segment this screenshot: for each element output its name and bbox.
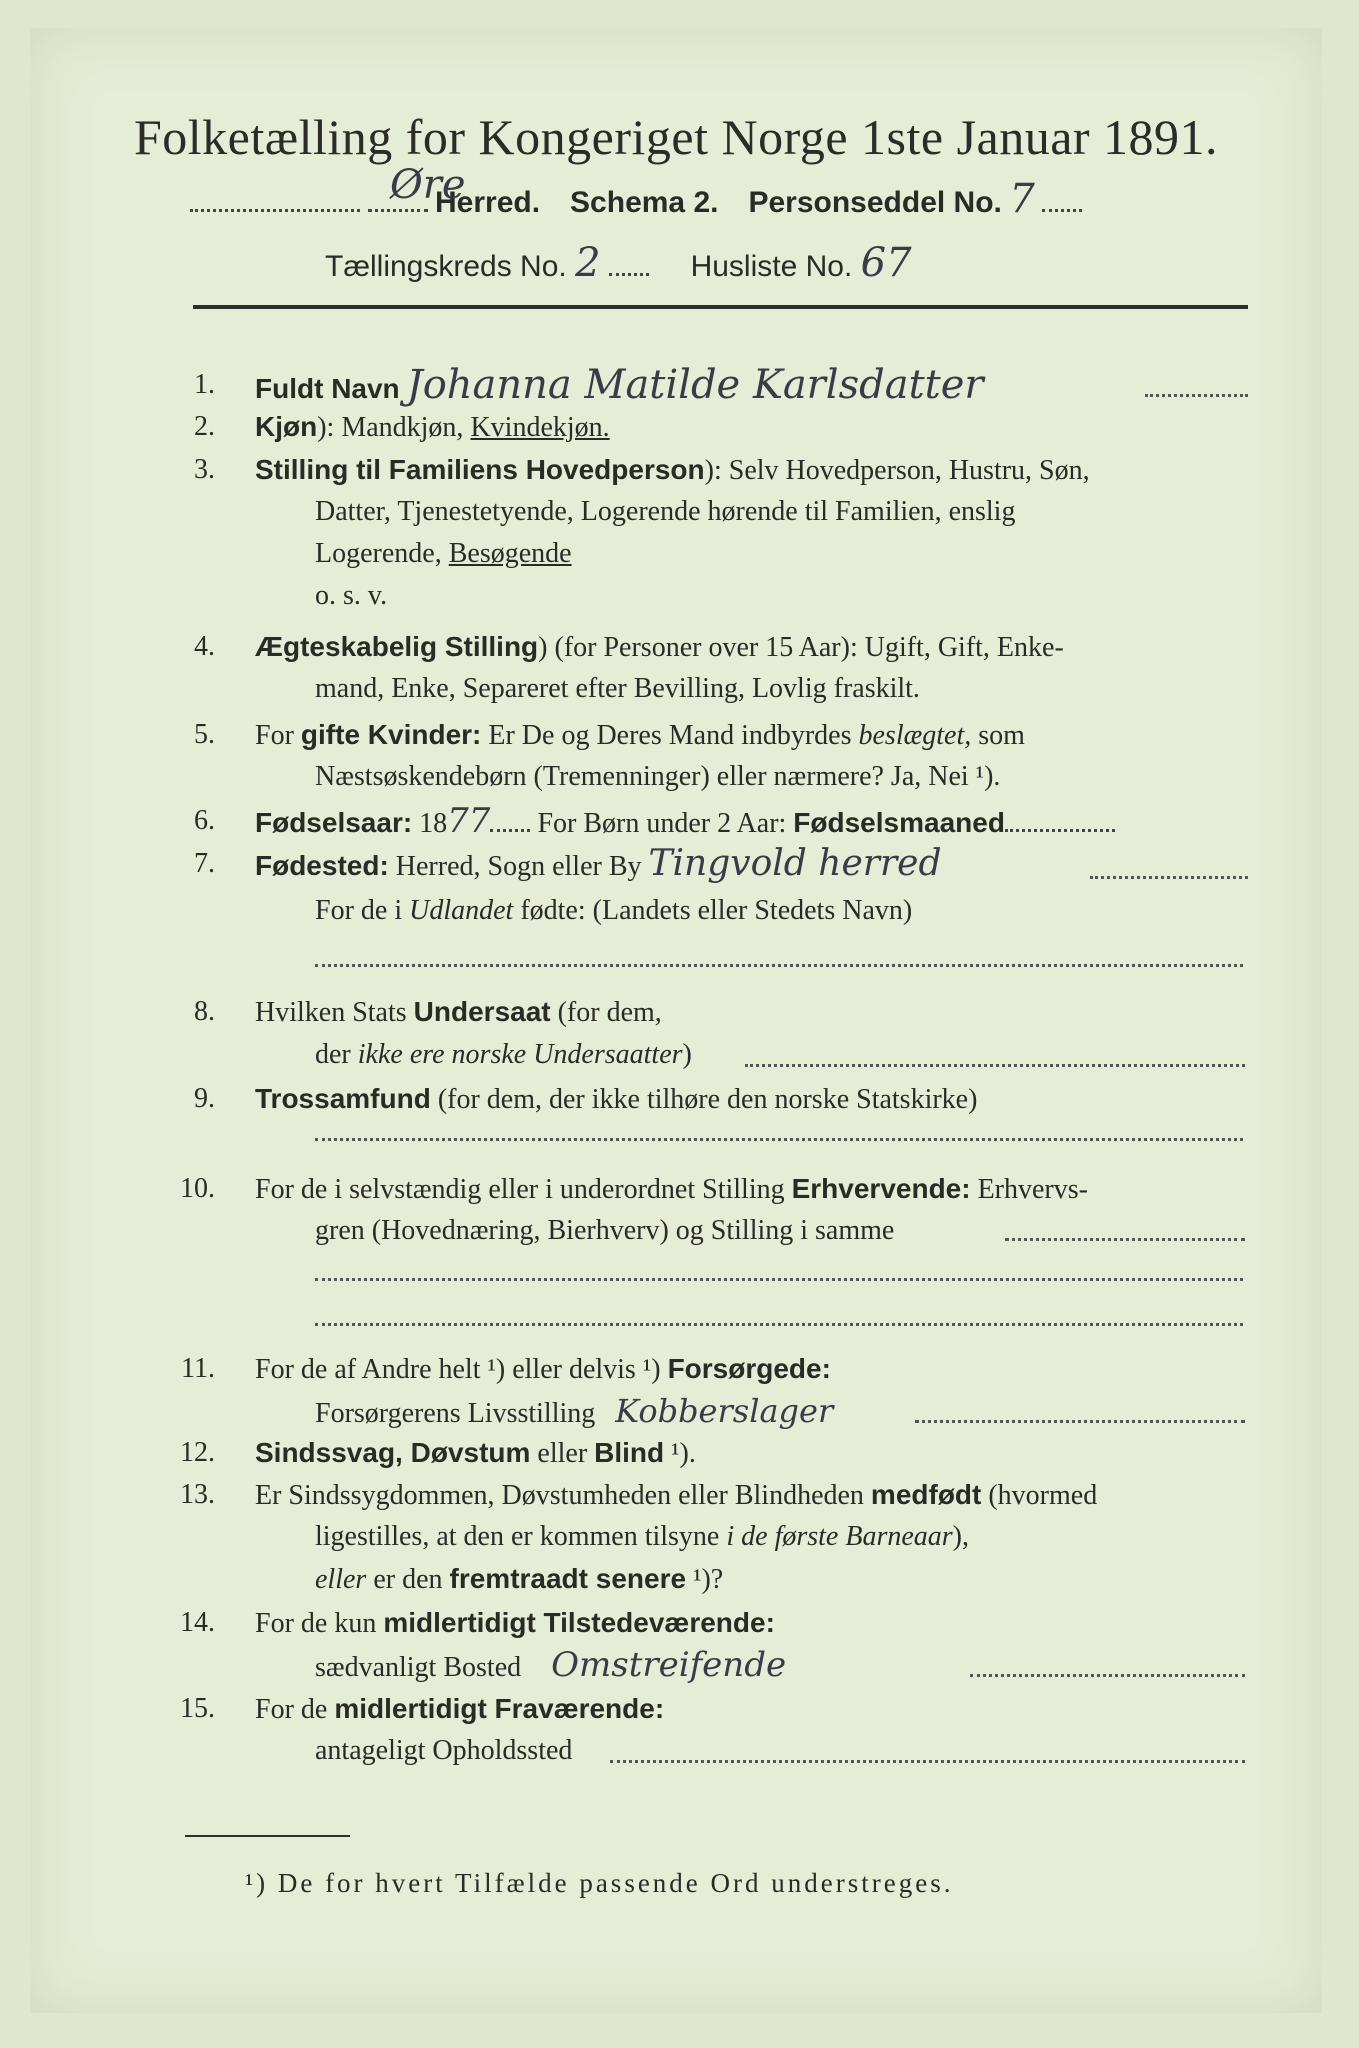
item-number: 3. (194, 454, 215, 485)
item-7-birthplace: Fødested: Herred, Sogn eller By Tingvold herred (255, 843, 942, 884)
dotted-line (315, 1138, 1243, 1141)
item-15-line2: antageligt Opholdssted (315, 1735, 573, 1766)
item-number: 14. (180, 1607, 215, 1638)
dotted-line (745, 1064, 1245, 1067)
item-8-line2: der ikke ere norske Undersaatter) (315, 1039, 692, 1070)
item-14-temporary-present: For de kun midlertidigt Tilstedeværende: (255, 1607, 775, 1639)
herred-line (190, 162, 1082, 222)
item-3-line3: Logerende, Besøgende (315, 538, 572, 569)
dotted-line (315, 1278, 1243, 1281)
dotted-line (970, 1674, 1245, 1677)
taellingskreds-handwritten: 2 (575, 240, 601, 286)
husliste-label: Husliste No. (690, 250, 853, 283)
item-number: 13. (180, 1479, 215, 1510)
name-handwritten: Johanna Matilde Karlsdatter (406, 362, 984, 408)
item-13-congenital: Er Sindssygdommen, Døvstumheden eller Blindheden medfødt (hvormed (255, 1479, 1098, 1511)
birthplace-handwritten: Tingvold herred (648, 843, 942, 884)
item-14-line2: sædvanligt Bosted Omstreifende (315, 1645, 787, 1685)
item-4-marital: Ægteskabelig Stilling) (for Personer over 15 Aar): Ugift, Gift, Enke- (255, 631, 1064, 663)
dotted-line (315, 1323, 1243, 1326)
item-number: 15. (180, 1693, 215, 1724)
herred-label: Herred. (435, 186, 541, 219)
item-5-line2: Næstsøskendebørn (Tremenninger) eller nærmere? Ja, Nei ¹). (315, 761, 1001, 792)
item-number: 5. (194, 719, 215, 750)
item-7-line2: For de i Udlandet fødte: (Landets eller Stedets Navn) (315, 895, 913, 926)
item-9-religion: Trossamfund (for dem, der ikke tilhøre den norske Statskirke) (255, 1083, 978, 1115)
form-title: Folketælling for Kongeriget Norge 1ste Januar 1891. (133, 109, 1219, 165)
schema-label: Schema 2. (570, 186, 719, 219)
item-4-line2: mand, Enke, Separeret efter Bevilling, Lovlig fraskilt. (315, 673, 920, 704)
item-8-citizenship: Hvilken Stats Undersaat (for dem, (255, 996, 662, 1028)
dotted-line (915, 1420, 1245, 1423)
item-1-name: Fuldt Navn Johanna Matilde Karlsdatter (255, 362, 984, 408)
birth-year-handwritten: 77 (447, 801, 491, 841)
item-number: 11. (181, 1353, 215, 1384)
provider-occupation-handwritten: Kobberslager (615, 1392, 834, 1430)
item-12-disability: Sindssvag, Døvstum eller Blind ¹). (255, 1437, 696, 1469)
footnote: ¹) De for hvert Tilfælde passende Ord understreges. (245, 1868, 954, 1898)
item-5-married-women: For gifte Kvinder: Er De og Deres Mand indbyrdes beslægtet, som (255, 719, 1025, 751)
item-number: 1. (194, 369, 215, 400)
dotted-line (315, 964, 1243, 967)
item-3-line2: Datter, Tjenestetyende, Logerende hørende til Familien, enslig (315, 496, 1016, 527)
item-11-line2: Forsørgerens Livsstilling Kobberslager (315, 1392, 834, 1430)
dotted-line (1090, 876, 1248, 879)
item-number: 8. (194, 996, 215, 1027)
item-number: 9. (194, 1083, 215, 1114)
item-number: 12. (180, 1437, 215, 1468)
footnote-rule (185, 1835, 350, 1837)
item-6-birth-year: Fødselsaar: 1877 For Børn under 2 Aar: Fødselsmaaned (255, 800, 1115, 845)
item-number: 2. (194, 411, 215, 442)
husliste-handwritten: 67 (860, 240, 912, 286)
item-2-sex: Kjøn): Mandkjøn, Kvindekjøn. (255, 411, 610, 443)
item-10-line2: gren (Hovednæring, Bierhverv) og Stilling i samme (315, 1215, 895, 1246)
item-number: 6. (194, 805, 215, 836)
header-rule (193, 305, 1248, 309)
personseddel-handwritten: 7 (1009, 176, 1035, 222)
item-number: 4. (194, 631, 215, 662)
item-number: 7. (194, 848, 215, 879)
item-3-line4: o. s. v. (315, 580, 388, 611)
usual-residence-handwritten: Omstreifende (551, 1645, 787, 1685)
census-form (30, 28, 1322, 2013)
dotted-line (1145, 394, 1248, 397)
item-15-temporary-absent: For de midlertidigt Fraværende: (255, 1693, 665, 1725)
taellingskreds-label: Tællingskreds No. (325, 250, 567, 283)
personseddel-label: Personseddel No. (748, 186, 1002, 219)
item-13-line2: ligestilles, at den er kommen tilsyne i de første Barneaar), (315, 1521, 969, 1552)
item-13-line3: eller er den fremtraadt senere ¹)? (315, 1563, 724, 1595)
item-3-position: Stilling til Familiens Hovedperson): Selv Hovedperson, Hustru, Søn, (255, 454, 1090, 486)
item-number: 10. (180, 1173, 215, 1204)
kreds-line (325, 240, 912, 286)
item-11-supported: For de af Andre helt ¹) eller delvis ¹) Forsørgede: (255, 1353, 831, 1385)
item-10-occupation: For de i selvstændig eller i underordnet Stilling Erhvervende: Erhvervs- (255, 1173, 1088, 1205)
dotted-line (1005, 1238, 1245, 1241)
dotted-line (610, 1760, 1245, 1763)
herred-handwritten: Øre (390, 162, 466, 208)
